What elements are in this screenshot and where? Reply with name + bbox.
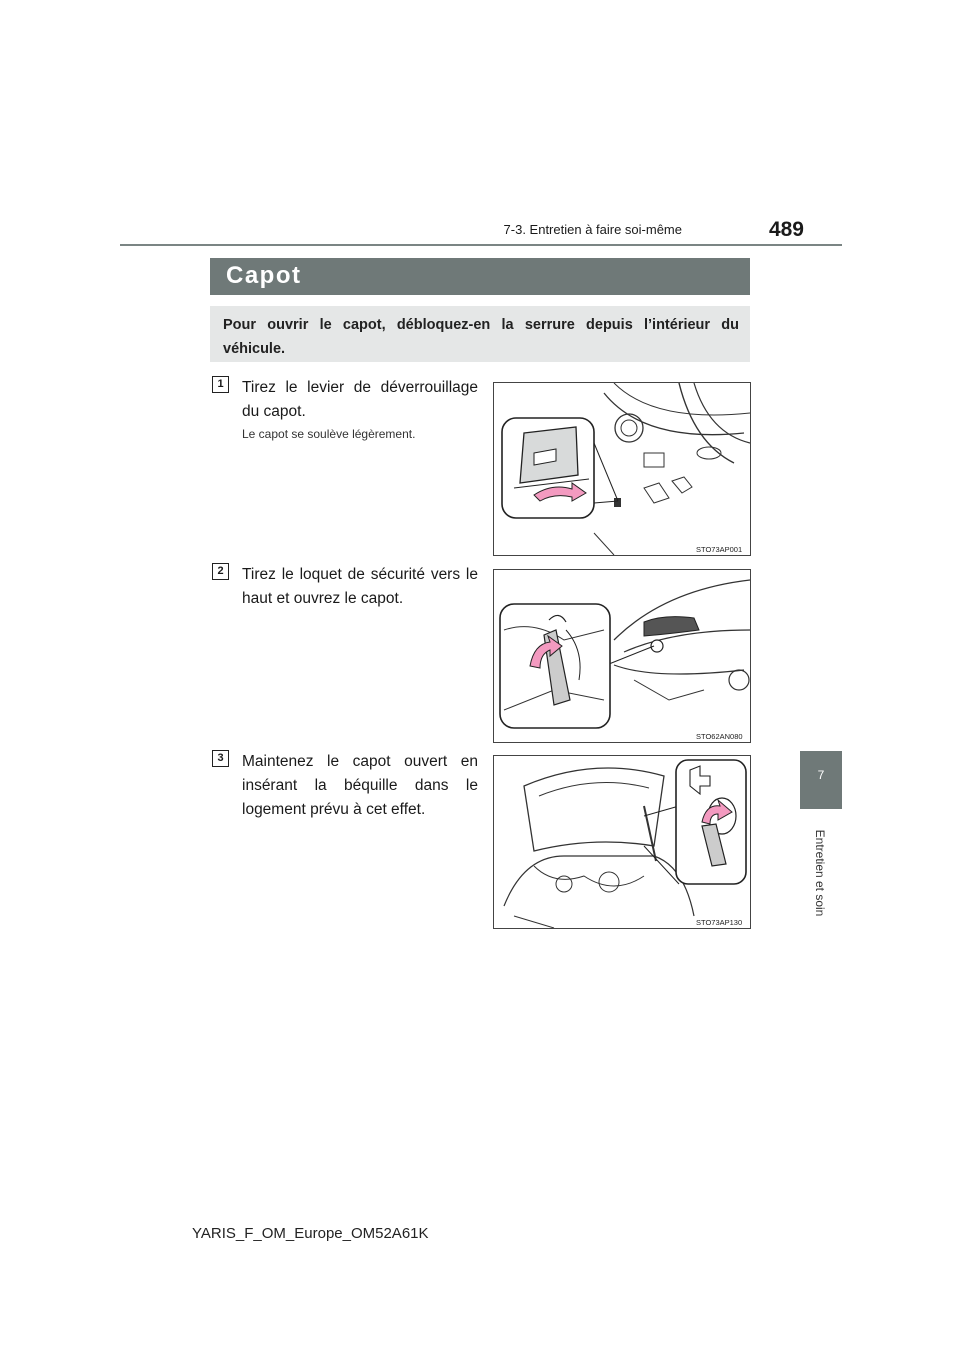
image-code: STO73AP130: [696, 918, 743, 927]
hood-release-lever-illustration: [493, 382, 751, 556]
image-code: STO62AN080: [696, 732, 743, 741]
section-title: Capot: [226, 262, 302, 289]
header-rule: [120, 244, 842, 246]
intro-text: Pour ouvrir le capot, débloquez-en la serrure depuis l’intérieur du véhicule.: [223, 317, 739, 357]
step-number-badge: 1: [212, 376, 229, 393]
step-number-badge: 3: [212, 750, 229, 767]
hood-support-rod-illustration: [493, 755, 751, 929]
chapter-label: Entretien et soin: [813, 829, 827, 917]
chapter-number: 7: [817, 768, 825, 782]
step-text: Tirez le levier de déverrouillage du capot.: [242, 379, 478, 420]
document-id: YARIS_F_OM_Europe_OM52A61K: [192, 1225, 429, 1242]
safety-catch-illustration: [493, 569, 751, 743]
step-number-badge: 2: [212, 563, 229, 580]
image-code: STO73AP001: [696, 545, 743, 554]
page-number: 489: [768, 218, 804, 241]
step-text: Maintenez le capot ouvert en insérant la béquille dans le logement prévu à cet effet.: [242, 753, 478, 818]
step-note: Le capot se soulève légèrement.: [242, 427, 416, 441]
section-reference: 7-3. Entretien à faire soi-même: [503, 222, 682, 237]
step-text: Tirez le loquet de sécurité vers le haut et ouvrez le capot.: [242, 566, 478, 607]
